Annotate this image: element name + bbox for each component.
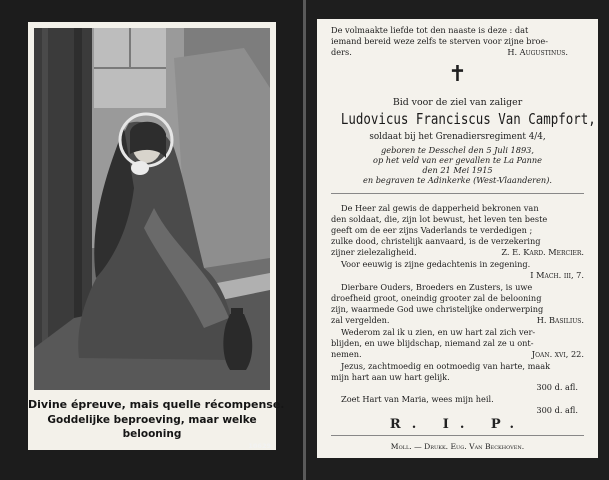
paragraph-4-line: nemen. [331, 349, 362, 359]
deceased-name: Ludovicus Franciscus Van Campfort, [340, 110, 596, 128]
prayer-2-indulgence: 300 d. afl. [536, 405, 578, 415]
prayer-1-indulgence: 300 d. afl. [536, 382, 578, 392]
paragraph-3-line: zal vergelden. [331, 315, 390, 325]
divider [331, 193, 584, 194]
opening-quote-line: ders. [331, 47, 352, 57]
opening-quote-line: iemand bereid weze zelfs te sterven voor zijne broe- [331, 36, 548, 46]
paragraph-1-line: zijner zielezaligheid. [331, 247, 417, 257]
cross-icon: ✝ [448, 62, 467, 87]
paragraph-4-line: Wederom zal ik u zien, en uw hart zal zich ver- [341, 327, 536, 337]
card-number: 10629 [248, 442, 271, 450]
paragraph-2-source: I Mach. iii, 7. [530, 270, 584, 280]
opening-quote-line: De volmaakte liefde tot den naaste is deze : dat [331, 25, 529, 35]
prayer-card-front [0, 0, 303, 480]
paragraph-3-line: Dierbare Ouders, Broeders en Zusters, is uwe [341, 282, 533, 292]
detail-line: en begraven te Adinkerke (West-Vlaanderen). [362, 175, 553, 185]
detail-line: den 21 Mei 1915 [422, 165, 493, 175]
paragraph-2: Voor eeuwig is zijne gedachtenis in zegening. [341, 259, 531, 269]
prayer-request: Bid voor de ziel van zaliger [392, 97, 523, 108]
detail-line: geboren te Desschel den 5 Juli 1893, [381, 145, 534, 155]
paragraph-3-author: H. Basilius. [536, 315, 584, 325]
prayer-2: Zoet Hart van Maria, wees mijn heil. [341, 394, 494, 404]
opening-quote-author: H. Augustinus. [507, 47, 568, 57]
rip-inscription: R. I. P. [389, 417, 526, 432]
deceased-role: soldaat bij het Grenadiersregiment 4/4, [369, 132, 546, 142]
paragraph-4-source: Joan. xvi, 22. [531, 349, 584, 359]
paragraph-1-line: De Heer zal gewis de dapperheid bekronen van [341, 203, 539, 213]
printer-credit: Moll. — Drukk. Eug. Van Beckhoven. [390, 442, 525, 451]
memorial-text-panel [317, 19, 598, 458]
paragraph-1-line: den soldaat, die, zijn lot bewust, het leven ten beste [331, 214, 548, 224]
detail-line: op het veld van eer gevallen te La Panne [373, 155, 542, 165]
paragraph-3-line: droefheid groot, oneindig grooter zal de belooning [331, 293, 542, 303]
divider [331, 435, 584, 436]
paragraph-1-author: Z. E. Kard. Mercier. [501, 247, 584, 257]
paragraph-1-line: zulke dood, christelijk aanvaard, is de verzekering [331, 236, 541, 246]
paragraph-3-line: zijn, waarmede God uwe christelijke onderwerping [331, 304, 544, 314]
caption-french: Divine épreuve, mais quelle récompense. [28, 398, 285, 411]
mourning-woman-illustration [34, 28, 270, 390]
picture-frame [28, 22, 276, 392]
prayer-1-line: Jezus, zachtmoedig en ootmoedig van harte, maak [341, 361, 551, 371]
paragraph-1-line: geeft om de eer zijns Vaderlands te verdedigen ; [331, 225, 533, 235]
prayer-card-back [306, 0, 609, 480]
caption-dutch-line-1: Goddelijke beproeving, maar welke [47, 414, 257, 426]
paragraph-4-line: blijden, en uwe blijdschap, niemand zal ze u ont- [331, 338, 534, 348]
caption-dutch-line-2: belooning [122, 428, 182, 440]
prayer-1-line: mijn hart aan uw hart gelijk. [331, 372, 450, 382]
caption-box [28, 392, 285, 450]
